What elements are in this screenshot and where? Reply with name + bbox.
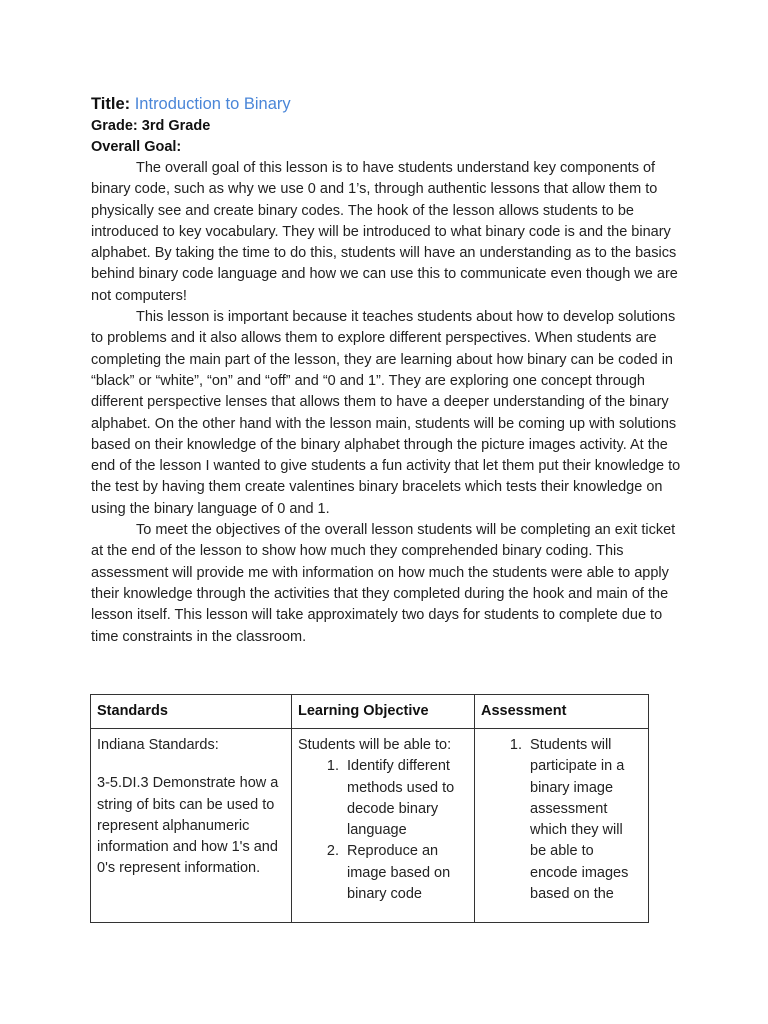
objective-cell [292,729,475,923]
table-header-row [91,695,649,729]
objective-intro: Students will be able to: [298,737,452,753]
document-body [91,92,681,648]
standards-heading: Indiana Standards: [97,737,219,753]
title-value: Introduction to Binary [134,95,291,113]
objective-item: 2. Reproduce an image based on binary code [343,841,468,905]
standards-text: 3-5.DI.3 Demonstrate how a string of bits can be used to represent alphanumeric information and how 1's and 0's represent information. [97,775,279,877]
header-assessment: Assessment [475,695,649,729]
objective-list [298,756,468,905]
table-row [91,729,649,923]
standards-cell [91,729,292,923]
grade-line: Grade: 3rd Grade [91,118,211,134]
objective-item: 1. Identify different methods used to decode binary language [343,756,468,841]
paragraph-objectives: To meet the objectives of the overall lesson students will be completing an exit ticket at the end of the lesson to show how much they comprehended binary coding. This assessment will provide me with information on how much the students were able to apply their knowledge through the activities that they completed during the hook and main of the lesson itself. This lesson will take approximately two days for students to complete due to time constraints in the classroom. [91,522,676,645]
assessment-list [481,735,642,905]
lesson-title [91,92,681,116]
header-standards: Standards [91,695,292,729]
title-label: Title: [91,95,131,113]
overall-goal-heading: Overall Goal: [91,139,182,155]
paragraph-importance: This lesson is important because it teaches students about how to develop solutions to problems and it also allows them to explore different perspectives. When students are completing the main part of the lesson, they are learning about how binary can be coded in “black” or “white”, “on” and “off” and “0 and 1”. They are exploring one concept through different perspective lenses that allows them to have a deeper understanding of the binary alphabet. On the other hand with the lesson main, students will be coming up with solutions based on their knowledge of the binary alphabet through the picture images activity. At the end of the lesson I wanted to give students a fun activity that let them put their knowledge to the test by having them create valentines binary bracelets which tests their knowledge on using the binary language of 0 and 1. [91,309,681,517]
paragraph-goal: The overall goal of this lesson is to have students understand key components of binary code, such as why we use 0 and 1’s, through authentic lessons that allow them to physically see and create binary codes. The hook of the lesson allows students to be introduced to key vocabulary. They will be introduced to what binary code is and the binary alphabet. By taking the time to do this, students will have an understanding as to the basics behind binary code language and how we can use this to communicate even though we are not computers! [91,160,678,304]
header-learning-objective: Learning Objective [292,695,475,729]
assessment-cell [475,729,649,923]
assessment-item: 1. Students will participate in a binary image assessment which they will be able to encode images based on the [526,735,642,905]
standards-table [90,694,649,923]
